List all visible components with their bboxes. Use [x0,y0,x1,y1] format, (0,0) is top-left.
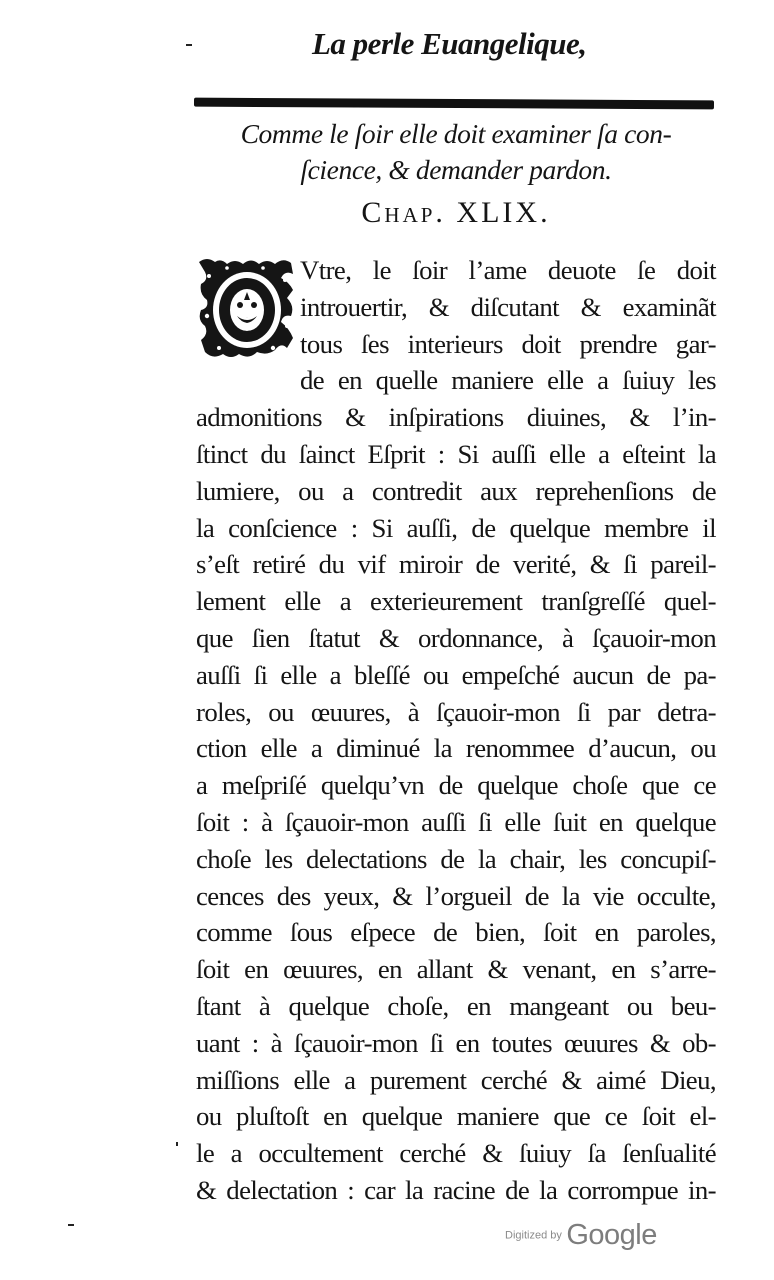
chapter-number: Chap. XLIX. [361,196,551,229]
google-logo-text: Google [566,1219,657,1251]
digitized-by-google-watermark [505,1219,657,1252]
text-line: choſe les delectations de la chair, les concupiſ- [196,843,716,874]
text-line: a meſpriſé quelqu’vn de quelque choſe que ce [196,770,716,801]
text-line: ſoit en œuures, en allant & venant, en s’arre- [196,954,716,985]
header-rule [194,98,714,110]
text-line: s’eſt retiré du vif miroir de verité, & ſi pareil- [196,549,716,580]
text-line: roles, ou œuures, à ſçauoir-mon ſi par detra- [196,696,716,727]
text-line: admonitions & inſpirations diuines, & l’in- [196,402,716,433]
text-line: comme ſous eſpece de bien, ſoit en paroles, [196,917,716,948]
text-line: uant : à ſçauoir-mon ſi en toutes œuures & ob- [196,1027,716,1058]
chapter-title [196,116,716,188]
text-line: tous ſes interieurs doit prendre gar- [300,328,716,359]
text-line: le a occultement cerché & ſuiuy ſa ſenſualité [196,1138,716,1169]
text-line: de en quelle maniere elle a ſuiuy les [300,365,716,396]
text-line: & delectation : car la racine de la corrompue in- [196,1174,716,1205]
text-line: auſſi ſi elle a bleſſé ou empeſché aucun de pa- [196,659,716,690]
text-line: miſſions elle a purement cerché & aimé Dieu, [196,1064,716,1095]
text-line: la conſcience : Si auſſi, de quelque membre il [196,512,716,543]
text-line: ſtinct du ſainct Eſprit : Si auſſi elle a eſteint la [196,438,716,469]
scan-speck [186,44,192,46]
chapter-title-line-2: ſcience, & demander pardon. [300,154,612,185]
scan-speck [68,1224,74,1226]
svg-text:O: O [246,318,248,319]
body-text [196,252,716,1209]
text-line: ſtant à quelque choſe, en mangeant ou beu- [196,990,716,1021]
text-line: cences des yeux, & l’orgueil de la vie occulte, [196,880,716,911]
text-line: lumiere, ou a contredit aux reprehenſions de [196,475,716,506]
watermark-prefix: Digitized by [505,1229,562,1242]
text-line: ſoit : à ſçauoir-mon auſſi ſi elle ſuit en quelque [196,806,716,837]
text-line: lement elle a exterieurement tranſgreſſé quel- [196,586,716,617]
scan-speck [176,1142,178,1146]
running-head: La perle Euangelique, [312,26,587,61]
text-line: que ſien ſtatut & ordonnance, à ſçauoir-mon [196,622,716,653]
text-line: ction elle a diminué la renommee d’aucun, ou [196,733,716,764]
text-line: ou pluſtoſt en quelque maniere que ce ſoit el- [196,1101,716,1132]
text-line: Vtre, le ſoir l’ame deuote ſe doit [300,255,716,285]
text-line: introuertir, & diſcutant & examinãt [300,291,716,322]
chapter-title-line-1: Comme le ſoir elle doit examiner ſa con- [240,118,672,149]
